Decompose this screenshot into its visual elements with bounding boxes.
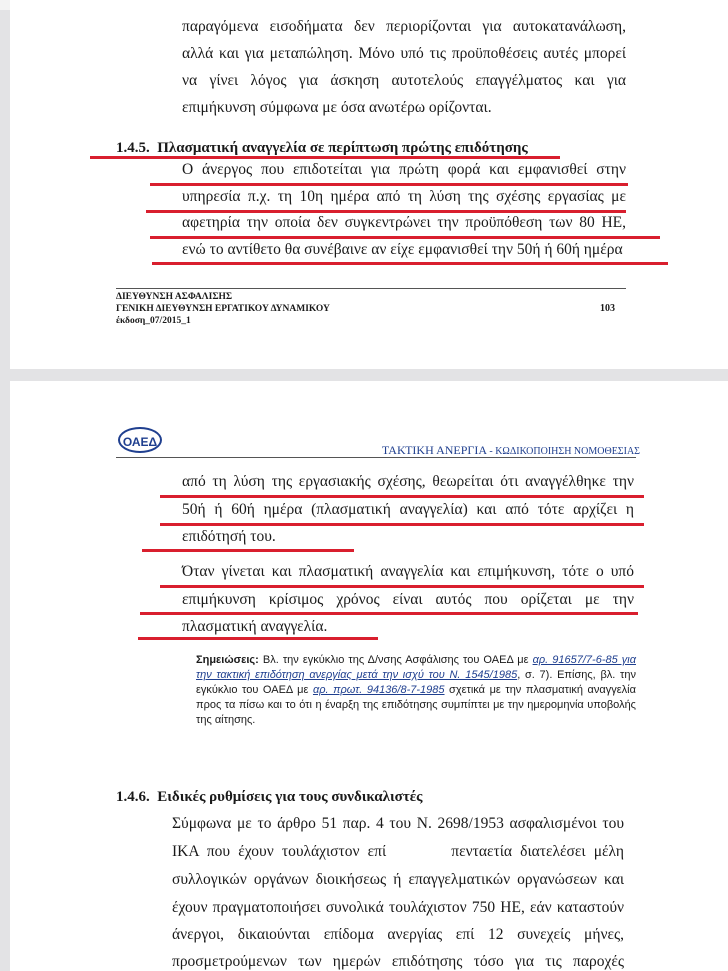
header-sub: - ΚΩΔΙΚΟΠΟΙΗΣΗ ΝΟΜΟΘΕΣΙΑΣ [489, 446, 640, 457]
section-number: 1.4.6. [116, 789, 150, 805]
red-underline [142, 549, 354, 552]
circular-link-94136[interactable]: αρ. πρωτ. 94136/8-7-1985 [312, 684, 445, 696]
page-number: 103 [600, 303, 615, 314]
footer-line: ΓΕΝΙΚΗ ΔΙΕΥΘΥΝΣΗ ΕΡΓΑΤΙΚΟΥ ΔΥΝΑΜΙΚΟΥ [116, 304, 330, 314]
footer-line: έκδοση_07/2015_1 [116, 316, 191, 326]
para2-line: Όταν γίνεται και πλασματική αναγγελία και επιμήκυνση, τότε ο υπό [182, 563, 634, 580]
body-line: Ο άνεργος που επιδοτείται για πρώτη φορά και εμφανισθεί στην [182, 161, 626, 178]
intro-line: επιμήκυνση σύμφωνα με όσα ανωτέρω ορίζονται. [182, 99, 492, 116]
red-underline [90, 156, 560, 159]
body-line: ενώ το αντίθετο θα συνέβαινε αν είχε εμφανισθεί την 50ή ή 60ή ημέρα [182, 241, 623, 258]
body-line: άνεργοι, δικαιούνται επίδομα ανεργίας επί 12 συνεχείς μήνες, [172, 926, 624, 943]
intro-line: παραγόμενα εισοδήματα δεν περιορίζονται για αυτοκατανάλωση, [182, 18, 626, 35]
red-underline [150, 236, 660, 239]
circular-link-91657[interactable]: αρ. 91657/7-6-85 για την τακτική επιδότηση ανεργίας μετά την ισχύ του Ν. 1545/1985 [196, 654, 636, 681]
notes-text: σχετικά με την πλασματική αναγγελία προς τα πίσω και το ότι η έναρξη της επιδότησης συμπίπτει με την ημερομηνία υποβολής της αίτησης. [196, 684, 636, 726]
red-underline [160, 523, 644, 526]
red-underline [146, 210, 626, 213]
intro-line: να γίνει λόγος για άσκηση αυτοτελούς επαγγέλματος και για [182, 72, 626, 89]
footer-divider [116, 288, 626, 289]
body-line: ΙΚΑ που έχουν τουλάχιστον επί πενταετία διατελέσει μέλη [172, 843, 624, 860]
header-main: ΤΑΚΤΙΚΗ ΑΝΕΡΓΙΑ [381, 443, 487, 457]
red-underline [160, 585, 644, 588]
header-divider [116, 457, 636, 458]
para2-line: πλασματική αναγγελία. [182, 618, 328, 635]
red-underline [138, 637, 378, 640]
body-line: αφετηρία την οποία δεν συγκεντρώνει την προϋπόθεση των 80 ΗΕ, [182, 214, 626, 231]
red-underline [150, 183, 628, 186]
section-title: Πλασματική αναγγελία σε περίπτωση πρώτης επιδότησης [157, 140, 528, 156]
body-line: προσμετρούμενων των ημερών επιδότησης τόσο για τις παροχές [172, 953, 624, 970]
notes-label: Σημειώσεις: [196, 654, 259, 666]
body-line: συλλογικών οργάνων διοικήσεως ή επαγγελματικών οργανώσεων και [172, 871, 624, 888]
red-underline [160, 495, 644, 498]
section-title: Ειδικές ρυθμίσεις για τους συνδικαλιστές [157, 789, 423, 805]
document-page-103 [10, 0, 728, 369]
body-line: Σύμφωνα με το άρθρο 51 παρ. 4 του Ν. 2698/1953 ασφαλισμένοι του [172, 815, 624, 832]
footer-line: ΔΙΕΥΘΥΝΣΗ ΑΣΦΑΛΙΣΗΣ [116, 292, 233, 302]
intro-line: αλλά και για μεταπώληση. Μόνο υπό τις προϋποθέσεις αυτές μπορεί [182, 45, 626, 62]
red-underline [140, 612, 638, 615]
notes-text: , σ. 7). Επίσης, βλ. την εγκύκλιο του ΟΑΕΔ με [196, 669, 637, 696]
notes-block [196, 653, 636, 728]
body-line: υπηρεσία π.χ. τη 10η ημέρα από τη λύση της σχέσης εργασίας με [182, 188, 626, 205]
section-heading-1-4-5 [116, 140, 528, 157]
body-line: έχουν πραγματοποιήσει συνολικά τουλάχιστον 750 ΗΕ, εάν καταστούν [172, 899, 624, 916]
header-title [382, 443, 640, 458]
para1-line: από τη λύση της εργασιακής σχέσης, θεωρείται ότι αναγγέλθηκε την [182, 473, 634, 490]
para1-line: 50ή ή 60ή ημέρα (πλασματική αναγγελία) και από τότε αρχίζει η [182, 501, 634, 518]
para2-line: επιμήκυνση κρίσιμος χρόνος είναι αυτός που ορίζεται με την [182, 591, 634, 608]
para1-line: επιδότησή του. [182, 528, 276, 545]
section-heading-1-4-6 [116, 789, 423, 806]
section-number: 1.4.5. [116, 140, 150, 156]
notes-text: Βλ. την εγκύκλιο της Δ/νσης Ασφάλισης του ΟΑΕΔ με [258, 654, 533, 666]
document-page-104 [10, 381, 728, 971]
red-underline [152, 262, 668, 265]
oaed-logo: ΟΑΕΔ [118, 427, 162, 453]
